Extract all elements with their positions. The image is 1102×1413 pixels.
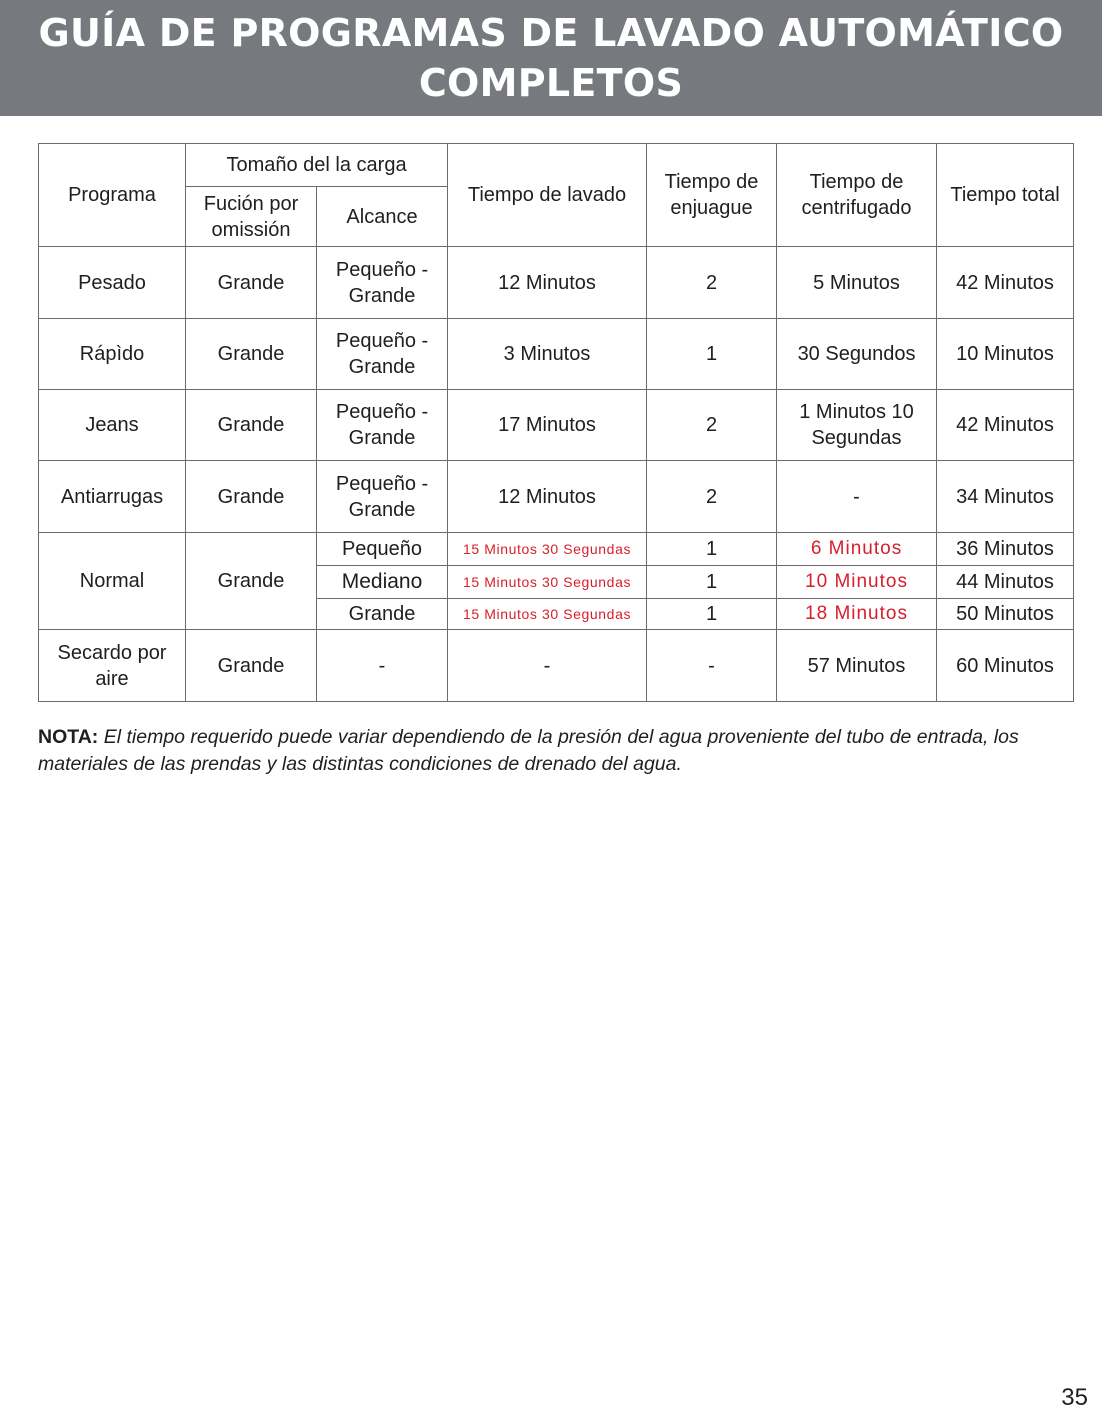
cell-funcion: Grande	[186, 319, 317, 390]
table-row	[39, 247, 1074, 319]
header-enjuague: Tiempo de enjuague	[647, 144, 777, 247]
header-funcion: Fución por omissión	[186, 187, 317, 247]
cell-alcance: Pequeño - Grande	[317, 390, 448, 461]
header-lavado: Tiempo de lavado	[448, 144, 647, 247]
cell-centrifugado: -	[777, 461, 937, 533]
header-total: Tiempo total	[937, 144, 1074, 247]
page-title-banner	[0, 0, 1102, 116]
cell-alcance: -	[317, 630, 448, 702]
cell-enjuague: 2	[647, 461, 777, 533]
cell-enjuague: -	[647, 630, 777, 702]
cell-centrifugado: 57 Minutos	[777, 630, 937, 702]
cell-enjuague: 1	[647, 566, 777, 599]
page-number: 35	[1061, 1384, 1088, 1411]
cell-enjuague: 2	[647, 247, 777, 319]
cell-enjuague: 1	[647, 599, 777, 630]
table-row-normal	[39, 533, 1074, 566]
header-alcance: Alcance	[317, 187, 448, 247]
cell-programa: Rápìdo	[39, 319, 186, 390]
table-row	[39, 319, 1074, 390]
cell-programa: Pesado	[39, 247, 186, 319]
cell-funcion: Grande	[186, 247, 317, 319]
table-row	[39, 461, 1074, 533]
cell-programa: Secardo por aire	[39, 630, 186, 702]
note-label: NOTA:	[38, 726, 99, 748]
cell-centrifugado: 10 Minutos	[777, 566, 937, 599]
cell-lavado: 17 Minutos	[448, 390, 647, 461]
cell-alcance: Pequeño - Grande	[317, 461, 448, 533]
cell-programa: Jeans	[39, 390, 186, 461]
cell-alcance: Pequeño - Grande	[317, 319, 448, 390]
cell-centrifugado: 1 Minutos 10 Segundas	[777, 390, 937, 461]
cell-alcance: Mediano	[317, 566, 448, 599]
cell-lavado: -	[448, 630, 647, 702]
note-text: El tiempo requerido puede variar dependiendo de la presión del agua proveniente del tubo de entrada, los materiales de las prendas y las distintas condiciones de drenado del agua.	[38, 726, 1019, 775]
cell-lavado: 15 Minutos 30 Segundas	[448, 566, 647, 599]
cell-total: 36 Minutos	[937, 533, 1074, 566]
cell-funcion: Grande	[186, 630, 317, 702]
cell-alcance: Pequeño - Grande	[317, 247, 448, 319]
page-title-line2: COMPLETOS	[418, 61, 684, 105]
cell-enjuague: 1	[647, 319, 777, 390]
program-table	[38, 143, 1074, 702]
cell-alcance: Pequeño	[317, 533, 448, 566]
page-title-line1: GUÍA DE PROGRAMAS DE LAVADO AUTOMÁTICO	[38, 11, 1064, 55]
cell-funcion: Grande	[186, 390, 317, 461]
cell-funcion: Grande	[186, 461, 317, 533]
cell-total: 34 Minutos	[937, 461, 1074, 533]
cell-total: 44 Minutos	[937, 566, 1074, 599]
cell-enjuague: 1	[647, 533, 777, 566]
header-tamano: Tomaño del la carga	[186, 144, 448, 187]
cell-lavado: 12 Minutos	[448, 461, 647, 533]
table-row	[39, 390, 1074, 461]
cell-lavado: 12 Minutos	[448, 247, 647, 319]
cell-programa: Antiarrugas	[39, 461, 186, 533]
header-centrifugado: Tiempo de centrifugado	[777, 144, 937, 247]
cell-enjuague: 2	[647, 390, 777, 461]
cell-total: 60 Minutos	[937, 630, 1074, 702]
cell-programa: Normal	[39, 533, 186, 630]
cell-funcion: Grande	[186, 533, 317, 630]
cell-total: 50 Minutos	[937, 599, 1074, 630]
cell-lavado: 15 Minutos 30 Segundas	[448, 599, 647, 630]
cell-total: 10 Minutos	[937, 319, 1074, 390]
cell-centrifugado: 30 Segundos	[777, 319, 937, 390]
table-row	[39, 630, 1074, 702]
cell-centrifugado: 6 Minutos	[777, 533, 937, 566]
cell-centrifugado: 18 Minutos	[777, 599, 937, 630]
cell-alcance: Grande	[317, 599, 448, 630]
cell-total: 42 Minutos	[937, 390, 1074, 461]
cell-centrifugado: 5 Minutos	[777, 247, 937, 319]
cell-total: 42 Minutos	[937, 247, 1074, 319]
note-paragraph	[38, 724, 1078, 778]
cell-lavado: 15 Minutos 30 Segundas	[448, 533, 647, 566]
cell-lavado: 3 Minutos	[448, 319, 647, 390]
header-programa: Programa	[39, 144, 186, 247]
